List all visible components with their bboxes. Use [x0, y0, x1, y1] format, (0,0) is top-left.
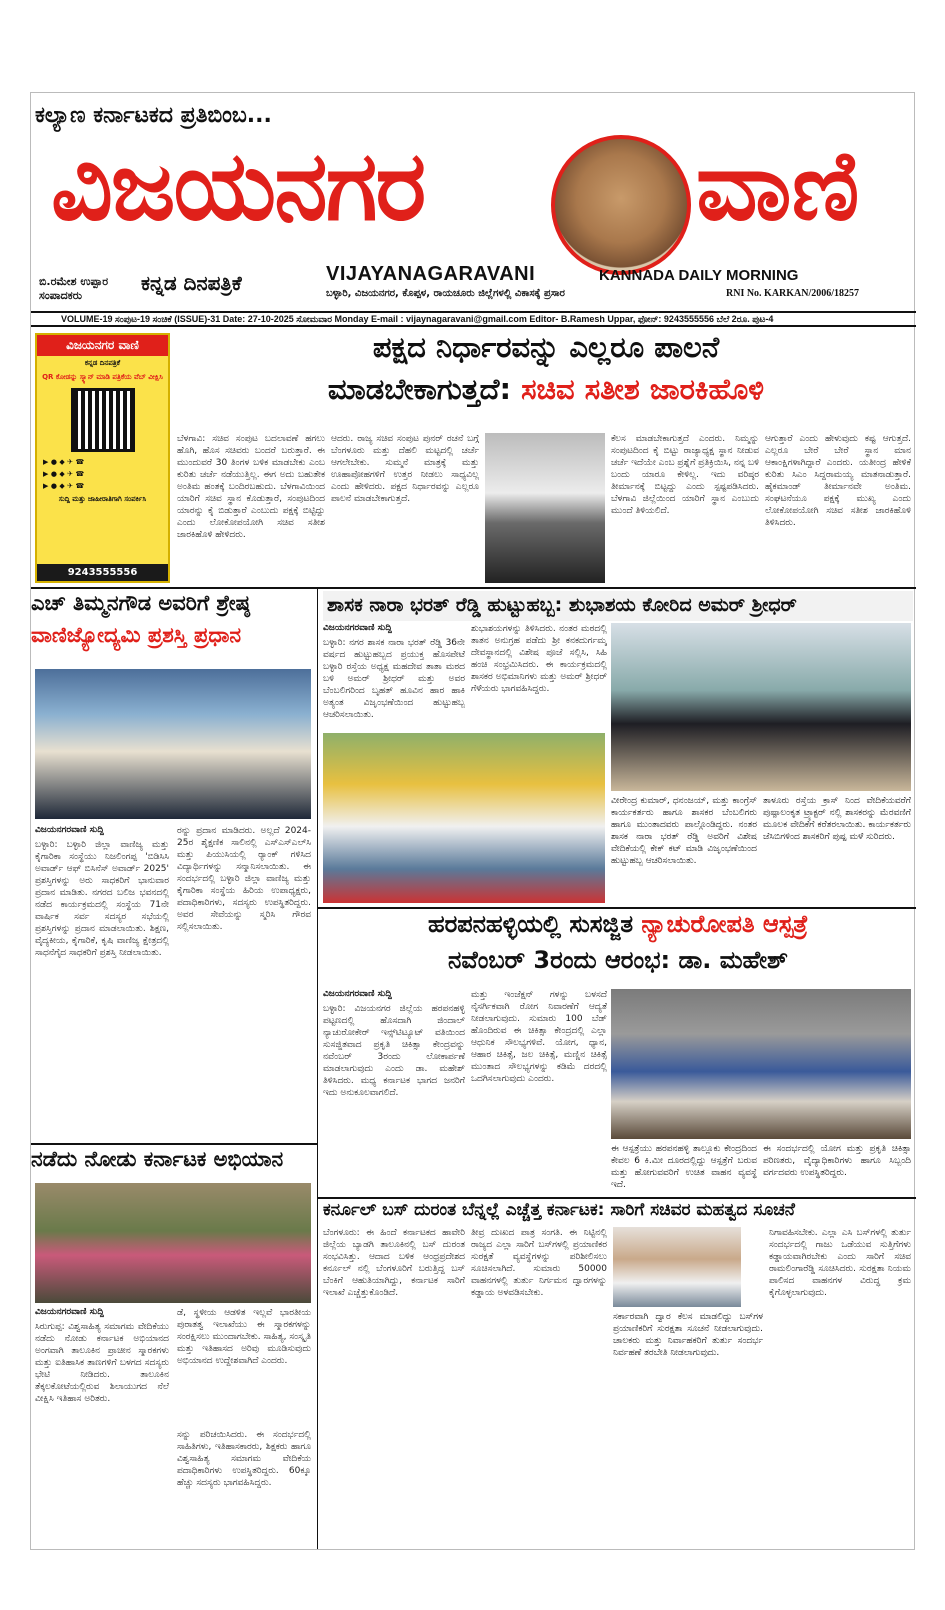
award-headline-1: ಎಚ್ ತಿಮ್ಮನಗೌಡ ಅವರಿಗೆ ಶ್ರೇಷ್ಠ: [31, 591, 250, 615]
walk-byline: ವಿಜಯನಗರವಾಣಿ ಸುದ್ದಿ: [35, 1307, 104, 1317]
bus-col-3: ನಿಗಾವಹಿಸಬೇಕು. ಎಲ್ಲಾ ಎಸಿ ಬಸ್‌ಗಳಲ್ಲಿ ತುರ್ತು ಸಂದರ್ಭದಲ್ಲಿ ಗಾಜು ಒಡೆಯುವ ಸುತ್ತಿಗೆಗಳು ಕಡ್ಡಾಯವಾಗಿರಬೇಕು ಎಂದು ಸಾರಿಗೆ ಸಚಿವ ರಾಮಲಿಂಗಾರೆಡ್ಡಿ ಸೂಚಿಸಿದರು. ಸುರಕ್ಷತಾ ನಿಯಮ ಪಾಲಿಸದ ವಾಹನಗಳ ವಿರುದ್ಧ ಕ್ರಮ ಕೈಗೊಳ್ಳಲಾಗುವುದು.: [769, 1228, 911, 1298]
section-divider-3: [31, 1143, 317, 1145]
hospital-caption-1: ಈ ಆಸ್ಪತ್ರೆಯು ಹರಪನಹಳ್ಳಿ ತಾಲ್ಲೂಕು ಕೇಂದ್ರದಿಂದ ಕೇವಲ 6 ಕಿ.ಮೀ ದೂರದಲ್ಲಿದ್ದು ಆಸ್ಪತ್ರೆಗೆ ಬರುವ ಮತ್ತು ಹೋಗುವವರಿಗೆ ಉಚಿತ ವಾಹನ ವ್ಯವಸ್ಥೆ ಇದೆ.: [611, 1144, 757, 1190]
masthead-title-right: ವಾಣಿ: [696, 129, 860, 242]
hospital-byline: ವಿಜಯನಗರವಾಣಿ ಸುದ್ದಿ: [323, 989, 392, 999]
section-divider: [31, 587, 916, 589]
lead-headline-2: [181, 373, 911, 406]
birthday-headline: ಶಾಸಕ ನಾರಾ ಭರತ್ ರೆಡ್ಡಿ ಹುಟ್ಟುಹಬ್ಬ: ಶುಭಾಶಯ ಕೋರಿದ ಅಮರ್ ಶ್ರೀಧರ್: [323, 591, 913, 621]
birthday-col-1: ಬಳ್ಳಾರಿ: ನಗರ ಶಾಸಕ ನಾರಾ ಭರತ್ ರೆಡ್ಡಿ 36ನೇ ವರ್ಷದ ಹುಟ್ಟುಹಬ್ಬದ ಪ್ರಯುಕ್ತ ಹೊಸಪೇಟೆ ಬಳ್ಳಾರಿ ರಸ್ತೆಯ ಅಧ್ಯಕ್ಷ ಮಹದೇವ ತಾತಾ ಮಠದ ಬಳಿ ಅಮರ್ ಶ್ರೀಧರ್ ಮತ್ತು ಅವರ ಬೆಂಬಲಿಗರಿಂದ ಬೃಹತ್ ಹೂವಿನ ಹಾರ ಹಾಕಿ ಅತ್ಯಂತ ವಿಜೃಂಭಣೆಯಿಂದ ಹುಟ್ಟುಹಬ್ಬ ಆಚರಿಸಲಾಯಿತು.: [323, 638, 465, 720]
social-icons: ▶ ● ◆ ✈ ☎ ▶ ● ◆ ✈ ☎ ▶ ● ◆ ✈ ☎: [43, 458, 85, 490]
qr-advertisement: [35, 333, 170, 583]
hospital-col-1: ಬಳ್ಳಾರಿ: ವಿಜಯನಗರ ಜಿಲ್ಲೆಯ ಹರಪನಹಳ್ಳಿ ಪಟ್ಟಣದಲ್ಲಿ ಹೊಸದಾಗಿ ಜಿಂದಾಲ್ ನ್ಯಾಚುರೋಕೇರ್ ಇನ್ಸ್‌ಟಿಟ್ಯೂಟ್ ವತಿಯಿಂದ ಸುಸಜ್ಜಿತವಾದ ಪ್ರಕೃತಿ ಚಿಕಿತ್ಸಾ ಕೇಂದ್ರವನ್ನು ನವೆಂಬರ್ 3ರಂದು ಲೋಕಾರ್ಪಣೆ ಮಾಡಲಾಗುವುದು ಎಂದು ಡಾ. ಮಹೇಶ್ ತಿಳಿಸಿದರು. ಮಧ್ಯ ಕರ್ನಾಟಕ ಭಾಗದ ಜನರಿಗೆ ಇದು ಅನುಕೂಲವಾಗಲಿದೆ.: [323, 1004, 465, 1098]
award-photo: [35, 669, 311, 819]
editor-block: [39, 275, 108, 303]
doctors-photo: [611, 989, 911, 1139]
ad-phone-label: ಸುದ್ದಿ ಮತ್ತು ಜಾಹೀರಾತಿಗಾಗಿ ಸಂಪರ್ಕಿಸಿ: [58, 495, 147, 503]
hampi-chariot-logo: [551, 135, 691, 275]
circulation-line: ಬಳ್ಳಾರಿ, ವಿಜಯನಗರ, ಕೊಪ್ಪಳ, ರಾಯಚೂರು ಜಿಲ್ಲೆಗಳಲ್ಲಿ ವಿಕಾಸಕ್ಕೆ ಪ್ರಸಾರ: [326, 288, 565, 299]
walk-group-photo: [35, 1183, 311, 1303]
lead-col-4: ಆಗುತ್ತಾರೆ ಎಂದು ಹೇಳುವುದು ಕಷ್ಟ ಆಗುತ್ತದೆ. ಎಲ್ಲರೂ ಬೇರೆ ಬೇರೆ ಸ್ಥಾನ ಮಾನ ಆಕಾಂಕ್ಷಿಗಳಾಗಿದ್ದಾರೆ ಎಂದರು. ಯತೀಂದ್ರ ಹೇಳಿಕೆ ಕುರಿತು ಸಿಎಂ ಸಿದ್ದರಾಮಯ್ಯ ಮಾತನಾಡುತ್ತಾರೆ. ಹೈಕಮಾಂಡ್ ತೀರ್ಮಾನವೇ ಅಂತಿಮ. ಸಂಘಟನೆಯೂ ಪಕ್ಷಕ್ಕೆ ಮುಖ್ಯ ಎಂದು ಲೋಕೋಪಯೋಗಿ ಸಚಿವ ಸತೀಶ ಜಾರಕಿಹೊಳಿ ತಿಳಿಸಿದರು.: [765, 434, 911, 528]
bus-col-2: ತೀವ್ರ ದುಃಖದ ಪಾತ್ರ ಸಂಗತಿ. ಈ ನಿಟ್ಟಿನಲ್ಲಿ ರಾಜ್ಯದ ಎಲ್ಲಾ ಸಾರಿಗೆ ಬಸ್‌ಗಳಲ್ಲಿ ಪ್ರಯಾಣಿಕರ ಸುರಕ್ಷತೆ ವ್ಯವಸ್ಥೆಗಳನ್ನು ಪರಿಶೀಲಿಸಲು ಸೂಚಿಸಲಾಗಿದೆ. ಸುಮಾರು 50000 ವಾಹನಗಳಲ್ಲಿ ತುರ್ತು ನಿರ್ಗಮನ ದ್ವಾರಗಳನ್ನು ಕಡ್ಡಾಯ ಅಳವಡಿಸಬೇಕು.: [471, 1228, 607, 1298]
minister-photo: [485, 433, 605, 583]
lead-col-2: ಆದರು. ರಾಜ್ಯ ಸಚಿವ ಸಂಪುಟ ಪುನರ್ ರಚನೆ ಬಗ್ಗೆ ಬೆಂಗಳೂರು ಮತ್ತು ದೆಹಲಿ ಮಟ್ಟದಲ್ಲಿ ಚರ್ಚೆ ಆಗಲೇಬೇಕು. ಸುಮ್ಮನೆ ಮಾತ್ರಕ್ಕೆ ಮತ್ತು ಊಹಾಪೋಹಗಳಿಗೆ ಉತ್ತರ ನೀಡಲು ಸಾಧ್ಯವಿಲ್ಲ ಎಂದು ಹೇಳಿದರು. ಪಕ್ಷದ ನಿರ್ಧಾರವನ್ನು ಎಲ್ಲರೂ ಪಾಲನೆ ಮಾಡಬೇಕಾಗುತ್ತದೆ.: [331, 434, 479, 504]
hospital-col-2: ಮತ್ತು ಇಂಜೆಕ್ಷನ್ ಗಳನ್ನು ಬಳಸದೆ ನೈಸರ್ಗಿಕವಾಗಿ ರೋಗ ನಿವಾರಣೆಗೆ ಆದ್ಯತೆ ನೀಡಲಾಗುವುದು. ಸುಮಾರು 100 ಬೆಡ್ ಹೊಂದಿರುವ ಈ ಚಿಕಿತ್ಸಾ ಕೇಂದ್ರದಲ್ಲಿ ಎಲ್ಲಾ ಆಧುನಿಕ ಸೌಲಭ್ಯಗಳಿವೆ. ಯೋಗ, ಧ್ಯಾನ, ಆಹಾರ ಚಿಕಿತ್ಸೆ, ಜಲ ಚಿಕಿತ್ಸೆ, ಮಣ್ಣಿನ ಚಿಕಿತ್ಸೆ ಮುಂತಾದ ಸೌಲಭ್ಯಗಳನ್ನು ಕಡಿಮೆ ದರದಲ್ಲಿ ಒದಗಿಸಲಾಗುವುದು ಎಂದರು.: [471, 990, 607, 1084]
issue-info-bar: VOLUME-19 ಸಂಪುಟ-19 ಸಂಚಿಕೆ (ISSUE)-31 Date: 27-10-2025 ಸೋಮವಾರ Monday E-mail : vijaynagaravani@gmail.com Editor- B.Ramesh Uppar, ಫೋನ್: 9243555556 ಬೆಲೆ 2ರೂ. ಪುಟ-4: [31, 311, 916, 327]
walk-col-1: ಸಿರುಗುಪ್ಪ: ವಿಶ್ವಸಾಹಿತ್ಯ ಸಮಾಗಮ ವೇದಿಕೆಯು ನಡೆದು ನೋಡು ಕರ್ನಾಟಕ ಅಭಿಯಾನದ ಅಂಗವಾಗಿ ತಾಲೂಕಿನ ಪ್ರಾಚೀನ ಸ್ಮಾರಕಗಳು ಮತ್ತು ಐತಿಹಾಸಿಕ ತಾಣಗಳಿಗೆ ಬಳಗದ ಸದಸ್ಯರು ಭೇಟಿ ನೀಡಿದರು. ತಾಲೂಕಿನ ತೆಕ್ಕಲಕೋಟೆಯಲ್ಲಿರುವ ಶಿಲಾಯುಗದ ನೆಲೆ ವೀಕ್ಷಿಸಿ ಇತಿಹಾಸ ಅರಿತರು.: [35, 1322, 169, 1404]
lead-col-3: ಕೆಲಸ ಮಾಡಬೇಕಾಗುತ್ತದೆ ಎಂದರು. ನಿಮ್ಮನ್ನು ಸಂಪುಟದಿಂದ ಕೈ ಬಿಟ್ಟು ರಾಜ್ಯಾಧ್ಯಕ್ಷ ಸ್ಥಾನ ನೀಡುವ ಚರ್ಚೆ ಇದೆಯೇ ಎಂಬ ಪ್ರಶ್ನೆಗೆ ಪ್ರತಿಕ್ರಿಯಿಸಿ, ನನ್ನ ಬಳಿ ಬಂದು ಯಾರೂ ಕೇಳಿಲ್ಲ. ಇದು ವರಿಷ್ಠರ ತೀರ್ಮಾನಕ್ಕೆ ಬಿಟ್ಟದ್ದು ಎಂದು ಸ್ಪಷ್ಟಪಡಿಸಿದರು. ಬೆಳಗಾವಿ ಜಿಲ್ಲೆಯಿಂದ ಯಾರಿಗೆ ಸ್ಥಾನ ಎಂಬುದು ಮುಂದೆ ತಿಳಿಯಲಿದೆ.: [611, 434, 759, 516]
hospital-caption-2: ಈ ಸಂದರ್ಭದಲ್ಲಿ ಯೋಗ ಮತ್ತು ಪ್ರಕೃತಿ ಚಿಕಿತ್ಸಾ ಪರಿಣತರು, ವೈದ್ಯಾಧಿಕಾರಿಗಳು ಹಾಗೂ ಸಿಬ್ಬಂದಿ ವರ್ಗದವರು ಉಪಸ್ಥಿತರಿದ್ದರು.: [763, 1144, 911, 1178]
hospital-headline-1a: ಹರಪನಹಳ್ಳಿಯಲ್ಲಿ ಸುಸಜ್ಜಿತ: [427, 910, 642, 938]
ad-qr-text: QR ಕೋಡನ್ನು ಸ್ಕ್ಯಾನ್ ಮಾಡಿ ಪತ್ರಿಕೆಯ ವೆಬ್ ವೀಕ್ಷಿಸಿ: [42, 373, 163, 381]
masthead-tagline: ಕಲ್ಯಾಣ ಕರ್ನಾಟಕದ ಪ್ರತಿಬಿಂಬ...: [35, 103, 272, 128]
daily-label: ಕನ್ನಡ ದಿನಪತ್ರಿಕೆ: [141, 271, 242, 295]
ad-subtitle: ಕನ್ನಡ ದಿನಪತ್ರಿಕೆ: [84, 359, 121, 367]
lead-headline-2b: ಸಚಿವ ಸತೀಶ ಜಾರಕಿಹೊಳಿ: [521, 372, 765, 406]
bus-caption: ಸರ್ಕಾರವಾಗಿ ದ್ವಾರ ಕೆಲಸ ಮಾಡಲಿದ್ದು ಬಸ್‌ಗಳ ಪ್ರಯಾಣಿಕರಿಗೆ ಸುರಕ್ಷತಾ ಸೂಚನೆ ನೀಡಲಾಗುವುದು. ಚಾಲಕರು ಮತ್ತು ನಿರ್ವಾಹಕರಿಗೆ ತುರ್ತು ಸಂದರ್ಭ ನಿರ್ವಹಣೆ ತರಬೇತಿ ನೀಡಲಾಗುವುದು.: [613, 1312, 763, 1358]
award-byline: ವಿಜಯನಗರವಾಣಿ ಸುದ್ದಿ: [35, 825, 104, 835]
section-divider-2: [317, 907, 916, 909]
birthday-byline: ವಿಜಯನಗರವಾಣಿ ಸುದ್ದಿ: [323, 623, 392, 633]
rni-number: RNI No. KARKAN/2006/18257: [726, 288, 860, 299]
walk-col-3: ಸನ್ನು ಪರಿಚಯಿಸಿದರು. ಈ ಸಂದರ್ಭದಲ್ಲಿ ಸಾಹಿತಿಗಳು, ಇತಿಹಾಸಕಾರರು, ಶಿಕ್ಷಕರು ಹಾಗೂ ವಿಶ್ವಸಾಹಿತ್ಯ ಸಮಾಗಮ ವೇದಿಕೆಯ ಪದಾಧಿಕಾರಿಗಳು ಉಪಸ್ಥಿತರಿದ್ದರು. 60ಕ್ಕೂ ಹೆಚ್ಚು ಸದಸ್ಯರು ಭಾಗವಹಿಸಿದ್ದರು.: [177, 1430, 311, 1488]
english-daily: KANNADA DAILY MORNING: [599, 267, 799, 284]
hospital-headline-1b: ನ್ಯಾಚುರೋಪತಿ ಆಸ್ಪತ್ರೆ: [641, 910, 809, 938]
birthday-caption-2: ತಾಳೂರು ರಸ್ತೆಯ ಕ್ರಾಸ್ ನಿಂದ ವೇದಿಕೆಯವರೆಗೆ ಪುಷ್ಪಾಲಂಕೃತ ಟ್ರ್ಯಾಕ್ಟರ್ ನಲ್ಲಿ ಶಾಸಕರನ್ನು ಮೆರವಣಿಗೆ ಮೂಲಕ ವೇದಿಕೆಗೆ ಕರೆತರಲಾಯಿತು. ಕಾರ್ಯಕರ್ತರು ಜೆಸಿಬಿಗಳಿಂದ ಶಾಸಕರಿಗೆ ಪುಷ್ಪ ಮಳೆ ಸುರಿದರು.: [763, 796, 911, 842]
editor-name: ಬಿ.ರಮೇಶ ಉಪ್ಪಾರ: [39, 275, 109, 288]
award-col-2: ರನ್ನು ಪ್ರದಾನ ಮಾಡಿದರು. ಅಲ್ಲದೆ 2024-25ರ ಶೈಕ್ಷಣಿಕ ಸಾಲಿನಲ್ಲಿ ಎಸ್‌ಎಸ್‌ಎಲ್‌ಸಿ ಮತ್ತು ಪಿಯುಸಿಯಲ್ಲಿ ರ್‍ಯಾಂಕ್ ಗಳಿಸಿದ ವಿದ್ಯಾರ್ಥಿಗಳನ್ನು ಸನ್ಮಾನಿಸಲಾಯಿತು. ಈ ಸಂದರ್ಭದಲ್ಲಿ ಬಳ್ಳಾರಿ ಜಿಲ್ಲಾ ವಾಣಿಜ್ಯ ಮತ್ತು ಕೈಗಾರಿಕಾ ಸಂಸ್ಥೆಯ ಹಿರಿಯ ಉಪಾಧ್ಯಕ್ಷರು, ಪದಾಧಿಕಾರಿಗಳು, ಸದಸ್ಯರು ಉಪಸ್ಥಿತರಿದ್ದರು. ಅವರ ಸೇವೆಯನ್ನು ಸ್ಮರಿಸಿ ಗೌರವ ಸಲ್ಲಿಸಲಾಯಿತು.: [177, 826, 311, 932]
minister-speech-photo: [613, 1227, 741, 1307]
walk-headline: ನಡೆದು ನೋಡು ಕರ್ನಾಟಕ ಅಭಿಯಾನ: [31, 1147, 284, 1171]
ad-phone: 9243555556: [37, 564, 168, 581]
hospital-headline-1: [323, 911, 913, 939]
award-headline-2: ವಾಣಿಜ್ಯೋದ್ಯಮಿ ಪ್ರಶಸ್ತಿ ಪ್ರಧಾನ: [31, 623, 242, 647]
qr-code-icon[interactable]: [71, 388, 135, 452]
english-name: VIJAYANAGARAVANI: [326, 263, 536, 285]
column-rule: [317, 589, 318, 1549]
lead-col-1: ಬೆಳಗಾವಿ: ಸಚಿವ ಸಂಪುಟ ಬದಲಾವಣೆ ಹಗಲು ಹೊಗಿ, ಹೊಸ ಸಚಿವರು ಬಂದರೆ ಬರುತ್ತಾರೆ. ಈ ಮುಂದುವರೆ 30 ತಿಂಗಳ ಬಳಿಕ ಮಾಡಬೇಕು ಎಂಬ ಕುರಿತು ಚರ್ಚೆ ನಡೆಯುತ್ತಿಲ್ಲ. ಈಗ ಅದು ಬಹುತೇಕ ಅಂತಿಮ ಹಂತಕ್ಕೆ ಬಂದಿರಬಹುದು. ಬೆಳಗಾವಿಯಿಂದ ಯಾರಿಗೆ ಸಚಿವ ಸ್ಥಾನ ಕೊಡುತ್ತಾರೆ, ಸಂಪುಟದಿಂದ ಯಾರನ್ನು ಕೈ ಬಿಡುತ್ತಾರೆ ಎಂಬುದು ಪಕ್ಷಕ್ಕೆ ಬಿಟ್ಟಿದ್ದು ಎಂದು ಲೋಕೋಪಯೋಗಿ ಸಚಿವ ಸತೀಶ ಜಾರಕಿಹೊಳಿ ಹೇಳಿದರು.: [177, 434, 325, 540]
award-col-1: ಬಳ್ಳಾರಿ: ಬಳ್ಳಾರಿ ಜಿಲ್ಲಾ ವಾಣಿಜ್ಯ ಮತ್ತು ಕೈಗಾರಿಕಾ ಸಂಸ್ಥೆಯು ನಿಜಲಿಂಗಪ್ಪ 'ಬಿಡಿಸಿಸಿ ಅವಾರ್ಡ್ ಆಫ್ ಬಿಸಿನೆಸ್ ಅವಾರ್ಡ್ 2025' ಪ್ರಶಸ್ತಿಗಳನ್ನು ಅರು ಸಾಧಕರಿಗೆ ಭಾನುವಾರ ಪ್ರದಾನ ಮಾಡಿತು. ನಗರದ ಬಲಿಜ ಭವನದಲ್ಲಿ ನಡೆದ ಕಾರ್ಯಕ್ರಮದಲ್ಲಿ ಸಂಸ್ಥೆಯ 71ನೇ ವಾರ್ಷಿಕ ಸರ್ವ ಸದಸ್ಯರ ಸಭೆಯಲ್ಲಿ ಪ್ರಶಸ್ತಿಗಳನ್ನು ಪ್ರದಾನ ಮಾಡಲಾಯಿತು. ಶಿಕ್ಷಣ, ವೈದ್ಯಕೀಯ, ಕೈಗಾರಿಕೆ, ಕೃಷಿ ವಾಣಿಜ್ಯ ಕ್ಷೇತ್ರದಲ್ಲಿ ಸಾಧನೆಗೈದ ಸಾಧಕರಿಗೆ ಪ್ರಶಸ್ತಿ ನೀಡಲಾಯಿತು.: [35, 840, 169, 958]
birthday-col-2: ಶುಭಾಶಯಗಳನ್ನು ತಿಳಿಸಿದರು. ನಂತರ ಮಠದಲ್ಲಿ ತಾತನ ಅನುಗ್ರಹ ಪಡೆದು ಶ್ರೀ ಕನಕದುರ್ಗಮ್ಮ ದೇವಸ್ಥಾನದಲ್ಲಿ ವಿಶೇಷ ಪೂಜೆ ಸಲ್ಲಿಸಿ, ಸಿಹಿ ಹಂಚಿ ಸಂಭ್ರಮಿಸಿದರು. ಈ ಕಾರ್ಯಕ್ರಮದಲ್ಲಿ ಶಾಸಕರ ಅಭಿಮಾನಿಗಳು ಮತ್ತು ಅಮರ್ ಶ್ರೀಧರ್ ಗೆಳೆಯರು ಭಾಗವಹಿಸಿದ್ದರು.: [471, 624, 607, 694]
lead-headline-1: ಪಕ್ಷದ ನಿರ್ಧಾರವನ್ನು ಎಲ್ಲರೂ ಪಾಲನೆ: [372, 330, 720, 364]
hospital-headline-2: ನವೆಂಬರ್ 3ರಂದು ಆರಂಭ: ಡಾ. ಮಹೇಶ್: [448, 946, 788, 974]
ad-title: ವಿಜಯನಗರ ವಾಣಿ: [37, 335, 168, 356]
lead-headline-2a: ಮಾಡಬೇಕಾಗುತ್ತದೆ:: [327, 372, 522, 406]
newspaper-page: [30, 92, 915, 1550]
walk-col-2: ಡೆ, ಸ್ಥಳೀಯ ಆಡಳಿತ ಇಲ್ಲವೆ ಭಾರತೀಯ ಪುರಾತತ್ವ ಇಲಾಖೆಯು ಈ ಸ್ಮಾರಕಗಳನ್ನು ಸಂರಕ್ಷಿಸಲು ಮುಂದಾಗಬೇಕು. ಸಾಹಿತ್ಯ, ಸಂಸ್ಕೃತಿ ಮತ್ತು ಇತಿಹಾಸದ ಅರಿವು ಮೂಡಿಸುವುದು ಅಭಿಯಾನದ ಉದ್ದೇಶವಾಗಿದೆ ಎಂದರು.: [177, 1308, 311, 1366]
garland-photo: [323, 733, 605, 903]
masthead-title-left: ವಿಜಯನಗರ: [51, 129, 425, 242]
cake-cutting-photo: [611, 623, 911, 791]
section-divider-4: [317, 1197, 916, 1199]
birthday-caption-1: ವೀರೇಂದ್ರ ಕುಮಾರ್, ಧನಂಜಯ್, ಮತ್ತು ಕಾಂಗ್ರೆಸ್ ಕಾರ್ಯಕರ್ತರು ಹಾಗೂ ಶಾಸಕರ ಬೆಂಬಲಿಗರು ಹಾಗೂ ಮುಂತಾದವರು ಪಾಲ್ಗೊಂಡಿದ್ದರು. ನಂತರ ಶಾಸಕ ನಾರಾ ಭರತ್ ರೆಡ್ಡಿ ಅವರಿಗೆ ವಿಶೇಷ ವೇದಿಕೆಯಲ್ಲಿ ಕೇಕ್ ಕಟ್ ಮಾಡಿ ವಿಜೃಂಭಣೆಯಿಂದ ಹುಟ್ಟುಹಬ್ಬ ಆಚರಿಸಲಾಯಿತು.: [611, 796, 757, 866]
editor-role: ಸಂಪಾದಕರು: [39, 289, 83, 302]
bus-col-1: ಬೆಂಗಳೂರು: ಈ ಹಿಂದೆ ಕರ್ನಾಟಕದ ಹಾವೇರಿ ಜಿಲ್ಲೆಯ ಬ್ಯಾಡಗಿ ತಾಲೂಕಿನಲ್ಲಿ ಬಸ್ ದುರಂತ ಸಂಭವಿಸಿತ್ತು. ಆದಾದ ಬಳಿಕ ಆಂಧ್ರಪ್ರದೇಶದ ಕರ್ನೂಲ್ ನಲ್ಲಿ ಬೆಂಗಳೂರಿಗೆ ಬರುತ್ತಿದ್ದ ಬಸ್ ಬೆಂಕಿಗೆ ಆಹುತಿಯಾಗಿದ್ದು, ಕರ್ನಾಟಕ ಸಾರಿಗೆ ಇಲಾಖೆ ಎಚ್ಚೆತ್ತುಕೊಂಡಿದೆ.: [323, 1228, 465, 1298]
bus-headline: ಕರ್ನೂಲ್ ಬಸ್ ದುರಂತ ಬೆನ್ನಲ್ಲೆ ಎಚ್ಚೆತ್ತ ಕರ್ನಾಟಕ: ಸಾರಿಗೆ ಸಚಿವರ ಮಹತ್ವದ ಸೂಚನೆ: [323, 1200, 795, 1220]
